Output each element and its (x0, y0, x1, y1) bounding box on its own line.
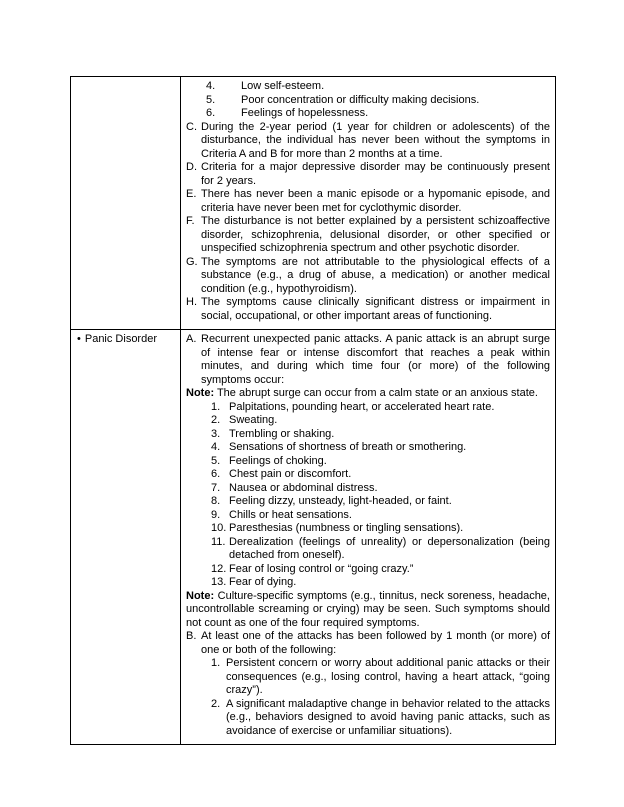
item-label: 11. (211, 535, 226, 548)
item-text: Recurrent unexpected panic attacks. A panic attack is an abrupt surge of intense fear or intense discomfort that reaches a peak within minutes, and during which time four (or more) of the following symptoms occur: (201, 333, 550, 386)
criterion-item (186, 215, 550, 256)
symptom-item (211, 657, 550, 698)
item-label: 2. (211, 414, 221, 426)
item-label: 7. (211, 481, 221, 494)
disorder-name: Panic Disorder (84, 333, 157, 345)
symptom-item (211, 576, 550, 590)
item-text: Low self-esteem. (241, 80, 325, 92)
item-label: 8. (211, 495, 221, 507)
symptom-item (211, 468, 550, 482)
item-label: 12. (211, 562, 227, 575)
item-label: C. (186, 120, 197, 133)
item-label: 5. (211, 454, 221, 467)
item-label: 4. (206, 80, 216, 92)
item-label: 3. (211, 427, 221, 440)
criteria-cell (181, 77, 555, 329)
item-text: Persistent concern or worry about additional panic attacks or their consequences (e.g., losing control, having a heart attack, “going crazy”). (226, 657, 550, 696)
criterion-item (186, 296, 550, 323)
item-text: Poor concentration or difficulty making decisions. (241, 93, 480, 106)
item-text: Feelings of hopelessness. (241, 107, 369, 119)
criterion-item (186, 188, 550, 215)
item-label: 1. (211, 657, 221, 669)
item-label: B. (186, 630, 197, 642)
table-row (71, 329, 555, 744)
item-text: Trembling or shaking. (229, 427, 335, 440)
item-text: Fear of losing control or “going crazy.” (229, 562, 414, 575)
symptom-item (211, 495, 550, 509)
bullet-icon: • (77, 333, 81, 345)
item-text: Sweating. (229, 414, 278, 426)
disorder-list-item (77, 333, 176, 347)
symptom-item (211, 401, 550, 415)
item-text: There has never been a manic episode or a hypomanic episode, and criteria have never been met for cyclothymic disorder. (201, 188, 550, 214)
item-label: A. (186, 333, 197, 345)
item-text: The symptoms cause clinically significant distress or impairment in social, occupational, or other important areas of functioning. (201, 296, 550, 322)
item-text: Paresthesias (numbness or tingling sensations). (229, 522, 464, 534)
symptom-item (211, 441, 550, 455)
symptom-item (211, 698, 550, 739)
criterion-item (186, 333, 550, 387)
note-paragraph: Note: Culture-specific symptoms (e.g., tinnitus, neck soreness, headache, uncontrollable screaming or crying) may be seen. Such symptoms should not count as one of the four required symptoms. (186, 589, 550, 629)
symptom-item (211, 563, 550, 577)
item-label: 2. (211, 697, 221, 710)
item-text: Nausea or abdominal distress. (229, 481, 378, 494)
item-label: F. (186, 215, 195, 227)
criteria-table (70, 76, 556, 745)
table-row (71, 77, 555, 329)
criteria-cell (181, 330, 555, 744)
item-label: 4. (211, 441, 221, 453)
symptom-item (206, 80, 550, 94)
item-text: Chest pain or discomfort. (229, 468, 352, 480)
symptom-item (211, 482, 550, 496)
criterion-item (186, 121, 550, 162)
item-text: Palpitations, pounding heart, or accelerated heart rate. (229, 400, 495, 413)
item-label: 6. (211, 468, 221, 480)
note-label: Note: (186, 387, 215, 399)
item-text: Feeling dizzy, unsteady, light-headed, or faint. (229, 495, 452, 507)
item-label: 9. (211, 508, 221, 521)
item-label: E. (186, 188, 197, 200)
disorder-cell (71, 77, 181, 329)
item-label: 5. (206, 93, 216, 106)
item-label: 10. (211, 522, 227, 534)
symptom-item (211, 522, 550, 536)
symptom-item (211, 414, 550, 428)
item-label: 6. (206, 107, 216, 119)
symptom-item (206, 94, 550, 108)
note-paragraph: Note: The abrupt surge can occur from a calm state or an anxious state. (186, 387, 538, 399)
item-text: Derealization (feelings of unreality) or depersonalization (being detached from oneself). (229, 535, 550, 561)
symptom-item (211, 428, 550, 442)
symptom-item (211, 509, 550, 523)
item-text: Sensations of shortness of breath or smothering. (229, 441, 467, 453)
symptom-item (211, 536, 550, 563)
item-label: 13. (211, 576, 227, 588)
item-text: Criteria for a major depressive disorder may be continuously present for 2 years. (201, 161, 550, 187)
symptom-item (206, 107, 550, 121)
criterion-item (186, 256, 550, 297)
criterion-item (186, 161, 550, 188)
item-text: The disturbance is not better explained by a persistent schizoaffective disorder, schizophrenia, delusional disorder, or other specified or unspecified schizophrenia spectrum and other psychotic disorder. (201, 215, 550, 254)
symptom-item (211, 455, 550, 469)
item-label: 1. (211, 400, 221, 413)
criterion-item (186, 630, 550, 657)
item-text: The symptoms are not attributable to the physiological effects of a substance (e.g., a drug of abuse, a medication) or another medical condition (e.g., hypothyroidism). (201, 255, 550, 295)
item-text: A significant maladaptive change in behavior related to the attacks (e.g., behaviors designed to avoid having panic attacks, such as avoidance of exercise or unfamiliar situations). (226, 697, 550, 737)
item-label: G. (186, 255, 198, 268)
item-text: During the 2-year period (1 year for children or adolescents) of the disturbance, the individual has never been without the symptoms in Criteria A and B for more than 2 months at a time. (201, 120, 550, 160)
disorder-cell (71, 330, 181, 744)
item-text: At least one of the attacks has been followed by 1 month (or more) of one or both of the following: (201, 630, 550, 656)
note-label: Note: (186, 589, 215, 602)
item-label: D. (186, 161, 197, 173)
item-text: Chills or heat sensations. (229, 508, 352, 521)
item-text: Fear of dying. (229, 576, 297, 588)
item-label: H. (186, 296, 197, 308)
item-text: Feelings of choking. (229, 454, 327, 467)
